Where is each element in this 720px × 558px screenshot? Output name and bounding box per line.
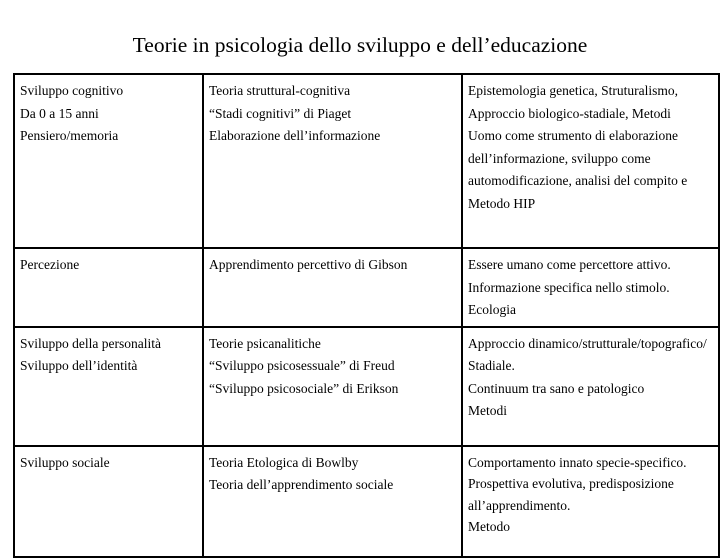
cell-line: Metodi	[468, 403, 507, 418]
cell-line: Apprendimento percettivo di Gibson	[209, 257, 408, 272]
cell-line: Sviluppo sociale	[20, 454, 110, 470]
table-cell-area	[14, 248, 203, 327]
cell-line: “Stadi cognitivi” di Piaget	[209, 105, 352, 121]
cell-line: Epistemologia genetica, Struturalismo, Approccio biologico-stadiale, Metodi	[468, 83, 678, 121]
cell-line: Prospettiva evolutiva, predisposizione all’apprendimento.	[468, 476, 674, 513]
cell-line: Approccio dinamico/strutturale/topografico/	[468, 335, 707, 351]
table-cell-theory	[203, 327, 462, 446]
theories-table	[13, 73, 720, 558]
cell-line: Metodo	[468, 519, 510, 534]
cell-line: Teoria Etologica di Bowlby	[209, 454, 359, 470]
table-cell-approach	[462, 74, 719, 248]
cell-line: Continuum tra sano e patologico	[468, 380, 645, 396]
table-row	[14, 248, 719, 327]
cell-line: Stadiale.	[468, 358, 515, 373]
table-cell-area	[14, 74, 203, 248]
cell-line: Sviluppo dell’identità	[20, 358, 138, 373]
cell-line: Essere umano come percettore attivo. Informazione specifica nello stimolo. Ecologia	[468, 257, 671, 317]
table-cell-approach	[462, 248, 719, 327]
cell-line: Uomo come strumento di elaborazione dell’informazione, sviluppo come automodificazione, analisi del compito e Metodo HIP	[468, 128, 688, 211]
cell-line: “Sviluppo psicosociale” di Erikson	[209, 380, 399, 396]
cell-line: Comportamento innato specie-specifico.	[468, 454, 687, 470]
cell-line: Teoria struttural-cognitiva	[209, 83, 351, 98]
table-row	[14, 74, 719, 248]
table-cell-area	[14, 327, 203, 446]
cell-line: Da 0 a 15 anni	[20, 105, 99, 121]
table-cell-theory	[203, 74, 462, 248]
cell-line: Elaborazione dell’informazione	[209, 128, 381, 143]
table-cell-theory	[203, 248, 462, 327]
cell-line: “Sviluppo psicosessuale” di Freud	[209, 358, 395, 374]
cell-line: Teoria dell’apprendimento sociale	[209, 477, 394, 492]
cell-line: Sviluppo della personalità	[20, 335, 161, 351]
cell-line: Percezione	[20, 257, 80, 272]
cell-line: Sviluppo cognitivo	[20, 83, 124, 98]
page-title: Teorie in psicologia dello sviluppo e dell’educazione	[132, 33, 588, 57]
cell-line: Teorie psicanalitiche	[209, 335, 321, 351]
cell-line: Pensiero/memoria	[20, 128, 119, 143]
table-cell-approach	[462, 327, 719, 446]
table-row	[14, 327, 719, 446]
